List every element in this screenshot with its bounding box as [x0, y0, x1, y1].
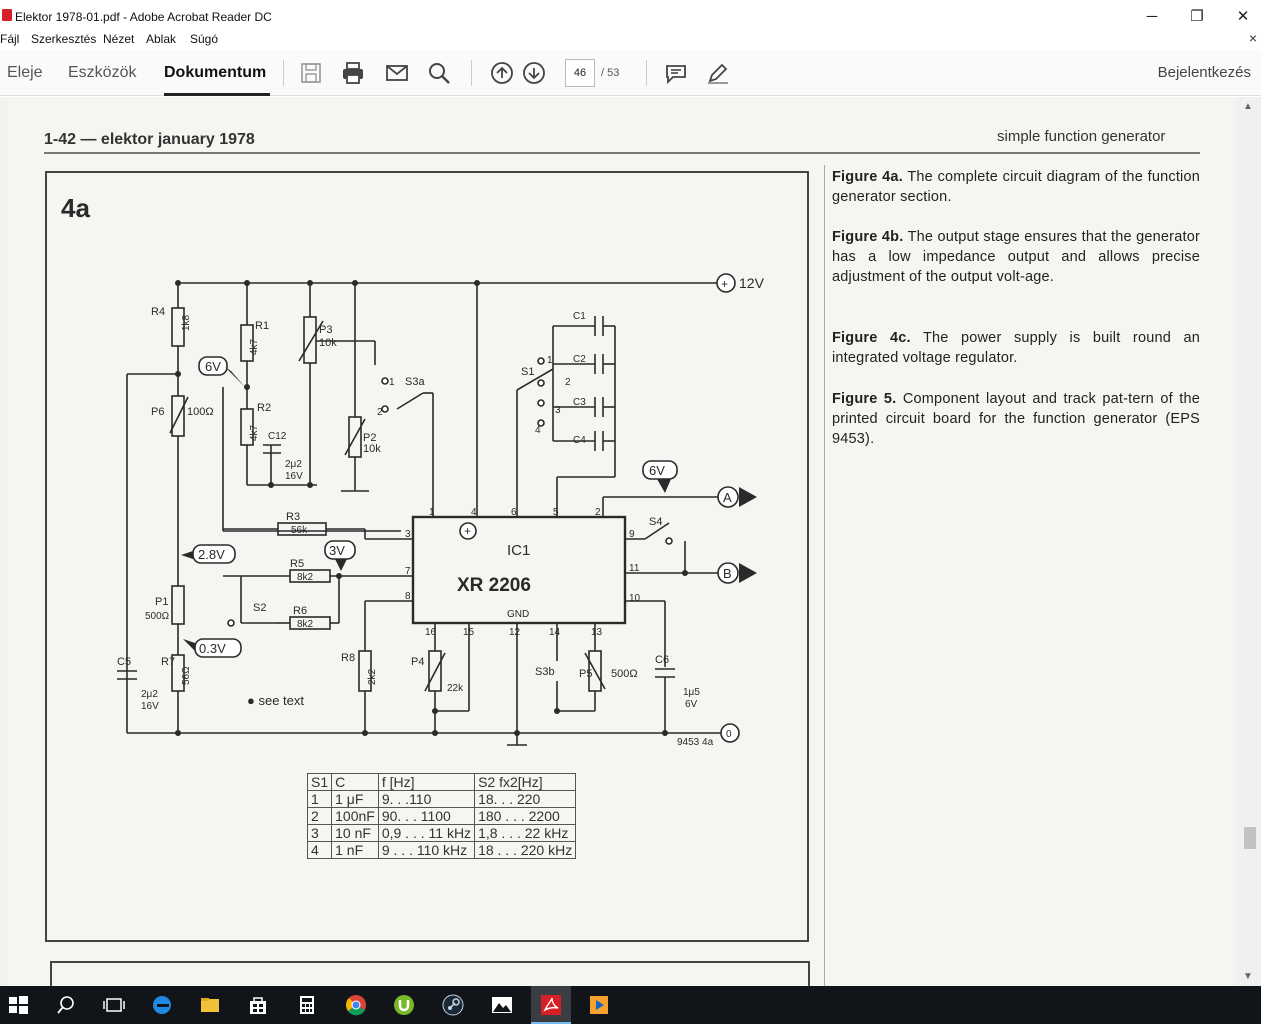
table-cell: 180 . . . 2200: [475, 808, 576, 825]
svg-text:6V: 6V: [685, 699, 698, 710]
svg-text:10k: 10k: [363, 443, 381, 455]
svg-text:P4: P4: [411, 656, 425, 668]
media-player-icon[interactable]: [588, 994, 610, 1016]
table-cell: 1,8 . . . 22 kHz: [475, 825, 576, 842]
table-row: [308, 842, 576, 859]
svg-text:R8: R8: [341, 652, 356, 664]
frequency-table: [307, 773, 576, 859]
svg-text:R2: R2: [257, 402, 272, 414]
table-cell: 1: [308, 791, 332, 808]
vertical-scrollbar[interactable]: [1238, 97, 1261, 986]
svg-text:2: 2: [377, 407, 383, 418]
svg-text:2: 2: [595, 507, 601, 518]
document-viewport[interactable]: [0, 97, 1238, 986]
svg-text:R3: R3: [286, 511, 301, 523]
search-icon[interactable]: [55, 994, 77, 1016]
svg-text:1: 1: [547, 355, 553, 366]
supply-label: 12V: [739, 275, 764, 291]
previous-page-icon[interactable]: [490, 61, 514, 85]
maximize-button[interactable]: ❐: [1190, 8, 1204, 25]
svg-text:2.8V: 2.8V: [198, 547, 225, 562]
table-row: [308, 791, 576, 808]
svg-text:R4: R4: [151, 306, 166, 318]
svg-text:6V: 6V: [649, 463, 665, 478]
email-icon[interactable]: [385, 61, 409, 85]
next-page-icon[interactable]: [522, 61, 546, 85]
calculator-icon[interactable]: [296, 994, 318, 1016]
toolbar-separator: [646, 60, 647, 86]
table-cell: 2: [308, 808, 332, 825]
windows-start-icon[interactable]: [7, 994, 29, 1016]
table-cell: 18. . . 220: [475, 791, 576, 808]
svg-text:2: 2: [565, 377, 571, 388]
diagram-code: 9453 4a: [677, 737, 714, 748]
edge-icon[interactable]: [151, 994, 173, 1016]
scroll-up-icon[interactable]: ▲: [1243, 101, 1253, 112]
acrobat-app-icon: [2, 9, 12, 21]
ic-part: XR 2206: [457, 575, 531, 596]
svg-text:S2: S2: [253, 602, 267, 614]
table-cell: 9 . . . 110 kHz: [378, 842, 474, 859]
steam-icon[interactable]: [442, 994, 464, 1016]
svg-text:+: +: [721, 277, 729, 291]
svg-text:C5: C5: [117, 656, 132, 668]
svg-text:9: 9: [629, 529, 635, 540]
task-view-icon[interactable]: [103, 994, 125, 1016]
next-figure-frame: [50, 961, 810, 986]
close-window-button[interactable]: ✕: [1236, 8, 1250, 25]
svg-text:3: 3: [405, 529, 411, 540]
circuit-diagram: [45, 171, 809, 771]
svg-text:R6: R6: [293, 605, 308, 617]
svg-text:1μ5: 1μ5: [683, 687, 700, 698]
table-cell: 3: [308, 825, 332, 842]
svg-text:8k2: 8k2: [297, 572, 314, 583]
svg-text:14: 14: [549, 627, 561, 638]
svg-text:12: 12: [509, 627, 521, 638]
svg-text:S4: S4: [649, 516, 663, 528]
table-cell: 1 nF: [332, 842, 379, 859]
toolbar: [0, 50, 1261, 96]
minimize-button[interactable]: ─: [1146, 8, 1158, 25]
page-header-left: 1-42 — elektor january 1978: [44, 131, 255, 148]
store-icon[interactable]: [247, 994, 269, 1016]
file-explorer-icon[interactable]: [199, 994, 221, 1016]
table-cell: 9. . .110: [378, 791, 474, 808]
svg-text:7: 7: [405, 566, 411, 577]
figure-label: 4a: [61, 193, 90, 223]
table-cell: 90. . . 1100: [378, 808, 474, 825]
save-icon[interactable]: [299, 61, 323, 85]
svg-text:0.3V: 0.3V: [199, 641, 226, 656]
pdf-page: [8, 97, 1233, 986]
close-document-button[interactable]: ×: [1248, 30, 1257, 46]
svg-text:S3b: S3b: [535, 666, 555, 678]
menu-window[interactable]: Ablak: [146, 32, 177, 46]
svg-text:56Ω: 56Ω: [181, 666, 192, 685]
table-row: [308, 808, 576, 825]
svg-text:1: 1: [429, 507, 435, 518]
menu-edit[interactable]: Szerkesztés: [31, 32, 97, 46]
caption-figure-4c: Figure 4c. The power supply is built round an integrated voltage regulator.: [832, 330, 1200, 366]
svg-text:10: 10: [629, 593, 641, 604]
svg-text:4k7: 4k7: [249, 338, 260, 355]
table-header: f [Hz]: [378, 774, 474, 791]
svg-text:4: 4: [471, 507, 477, 518]
svg-text:16V: 16V: [285, 471, 303, 482]
table-cell: 0,9 . . . 11 kHz: [378, 825, 474, 842]
table-cell: 10 nF: [332, 825, 379, 842]
header-rule: [44, 152, 1200, 154]
chrome-icon[interactable]: [345, 994, 367, 1016]
svg-text:R7: R7: [161, 656, 176, 668]
svg-text:+: +: [464, 524, 472, 538]
column-separator: [824, 165, 825, 986]
svg-text:2μ2: 2μ2: [141, 689, 158, 700]
svg-text:P2: P2: [363, 432, 377, 444]
table-cell: 100nF: [332, 808, 379, 825]
svg-text:P6: P6: [151, 406, 165, 418]
svg-text:C4: C4: [573, 435, 586, 446]
caption-figure-4a: Figure 4a. The complete circuit diagram of the function generator section.: [832, 169, 1201, 205]
svg-text:P5: P5: [579, 668, 593, 680]
svg-text:6: 6: [511, 507, 517, 518]
svg-text:P1: P1: [155, 596, 169, 608]
svg-text:6V: 6V: [205, 359, 221, 374]
svg-text:B: B: [723, 566, 732, 581]
tab-document[interactable]: Dokumentum: [164, 64, 267, 81]
ic-gnd: GND: [507, 609, 530, 620]
svg-text:C1: C1: [573, 311, 586, 322]
svg-text:8k2: 8k2: [297, 619, 314, 630]
table-header: S1: [308, 774, 332, 791]
utorrent-icon[interactable]: [393, 994, 415, 1016]
comment-icon[interactable]: [664, 61, 688, 85]
svg-text:5: 5: [553, 507, 559, 518]
svg-text:C2: C2: [573, 354, 586, 365]
tab-home[interactable]: Eleje: [7, 64, 43, 81]
table-row: [308, 825, 576, 842]
svg-text:56k: 56k: [291, 525, 308, 536]
svg-text:C3: C3: [573, 397, 586, 408]
caption-figure-4b: Figure 4b. The output stage ensures that the generator has a low impedance output and allows precise adjustment of the output volt-age.: [832, 229, 1200, 285]
svg-text:10k: 10k: [319, 337, 337, 349]
svg-text:R1: R1: [255, 320, 270, 332]
menu-bar: [0, 30, 1261, 48]
title-bar: [0, 0, 1261, 32]
acrobat-icon[interactable]: [540, 994, 562, 1016]
svg-text:3: 3: [555, 405, 561, 416]
svg-text:4k7: 4k7: [249, 424, 260, 441]
svg-text:16: 16: [425, 627, 437, 638]
table-header: S2 fx2[Hz]: [475, 774, 576, 791]
scrollbar-thumb[interactable]: [1244, 827, 1256, 849]
active-tab-indicator: [164, 93, 270, 96]
print-icon[interactable]: [341, 61, 365, 85]
svg-text:500Ω: 500Ω: [611, 668, 638, 680]
svg-text:1k8: 1k8: [181, 314, 192, 331]
svg-text:8: 8: [405, 591, 411, 602]
svg-text:13: 13: [591, 627, 603, 638]
search-icon[interactable]: [427, 61, 451, 85]
menu-help[interactable]: Súgó: [190, 32, 219, 46]
svg-text:16V: 16V: [141, 701, 159, 712]
window-title: Elektor 1978-01.pdf - Adobe Acrobat Reader DC: [15, 10, 272, 24]
svg-text:22k: 22k: [447, 683, 464, 694]
svg-text:1: 1: [389, 377, 395, 388]
svg-text:C6: C6: [655, 654, 670, 666]
svg-text:100Ω: 100Ω: [187, 406, 214, 418]
menu-view[interactable]: Nézet: [103, 32, 135, 46]
svg-text:P3: P3: [319, 324, 333, 336]
svg-text:11: 11: [629, 563, 640, 574]
highlight-pen-icon[interactable]: [706, 61, 730, 85]
svg-text:C12: C12: [268, 431, 287, 442]
svg-text:15: 15: [463, 627, 475, 638]
toolbar-separator: [283, 60, 284, 86]
see-text-note: ● see text: [247, 693, 304, 708]
scroll-down-icon[interactable]: ▼: [1243, 971, 1253, 982]
table-cell: 4: [308, 842, 332, 859]
ic-name: IC1: [507, 542, 531, 559]
page-number-input[interactable]: 46: [565, 59, 595, 87]
windows-taskbar: [0, 986, 1261, 1024]
svg-text:R5: R5: [290, 558, 305, 570]
svg-text:S1: S1: [521, 366, 535, 378]
svg-text:S3a: S3a: [405, 376, 425, 388]
photos-icon[interactable]: [491, 994, 513, 1016]
caption-figure-5: Figure 5. Component layout and track pat-tern of the printed circuit board for the function generator (EPS 9453).: [832, 391, 1200, 447]
sign-in-link[interactable]: Bejelentkezés: [1157, 64, 1251, 81]
table-cell: 1 μF: [332, 791, 379, 808]
svg-text:500Ω: 500Ω: [145, 611, 170, 622]
svg-text:2μ2: 2μ2: [285, 459, 302, 470]
svg-text:2k2: 2k2: [367, 668, 378, 685]
page-total: / 53: [601, 67, 620, 79]
table-header: C: [332, 774, 379, 791]
tab-tools[interactable]: Eszközök: [68, 64, 137, 81]
menu-file[interactable]: Fájl: [0, 32, 20, 46]
page-header-right: simple function generator: [997, 128, 1166, 145]
table-header-row: [308, 774, 576, 791]
svg-text:3V: 3V: [329, 543, 345, 558]
table-cell: 18 . . . 220 kHz: [475, 842, 576, 859]
svg-text:A: A: [723, 490, 732, 505]
svg-text:4: 4: [535, 425, 541, 436]
svg-text:0: 0: [726, 729, 732, 740]
toolbar-separator: [471, 60, 472, 86]
